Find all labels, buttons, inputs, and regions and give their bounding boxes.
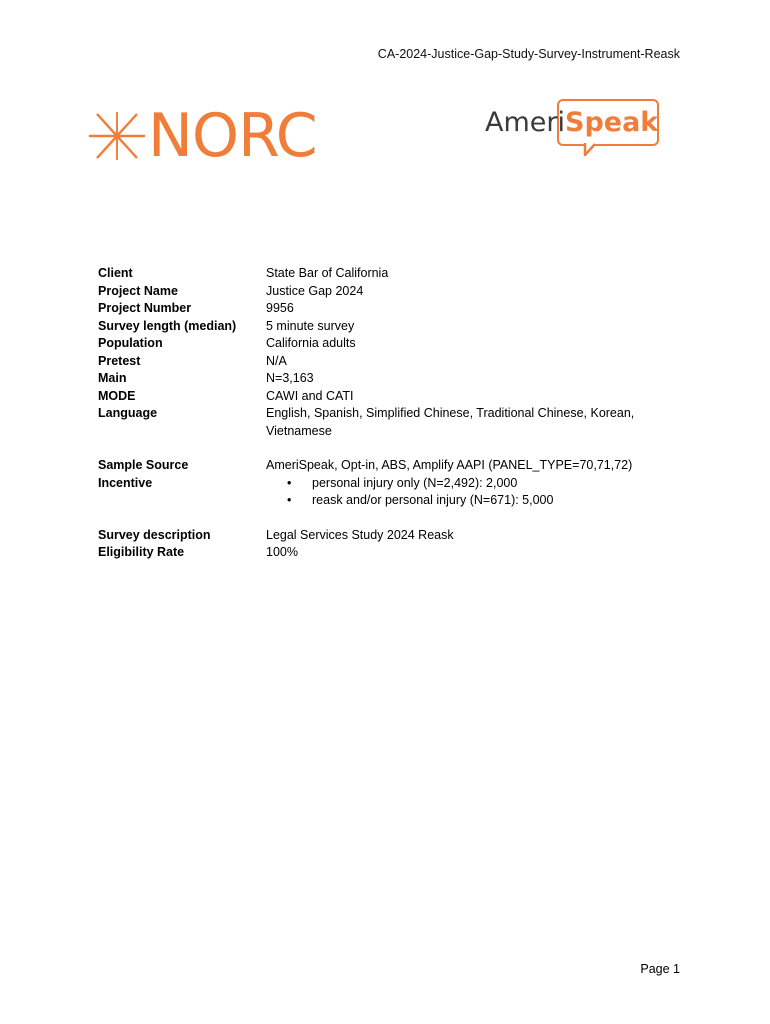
- client-value: State Bar of California: [266, 266, 389, 280]
- amerispeak-logo: [485, 99, 663, 159]
- row-population: [98, 335, 646, 353]
- norc-logo: [88, 101, 317, 171]
- pretest-value: N/A: [266, 353, 287, 368]
- row-eligibility-rate: [98, 544, 646, 562]
- speech-bubble-tail-icon: [583, 143, 599, 157]
- project-name-value: Justice Gap 2024: [266, 283, 364, 298]
- incentive-value: [266, 475, 646, 510]
- row-language: [98, 405, 646, 440]
- amerispeak-wordmark-part1: Ameri: [485, 107, 565, 138]
- row-project-name: [98, 283, 646, 301]
- population-value: California adults: [266, 336, 356, 350]
- incentive-list: [266, 475, 646, 510]
- population-label: Population: [98, 336, 163, 350]
- eligibility-rate-label: Eligibility Rate: [98, 545, 185, 559]
- survey-description-label: Survey description: [98, 527, 211, 542]
- row-main: [98, 370, 646, 388]
- row-survey-description: [98, 527, 646, 545]
- amerispeak-wordmark-part2: Speak: [565, 107, 659, 138]
- row-client: [98, 265, 646, 283]
- main-value: N=3,163: [266, 371, 314, 385]
- project-name-label: Project Name: [98, 283, 178, 298]
- amerispeak-wordmark: [485, 107, 658, 139]
- norc-wordmark: NORC: [148, 101, 317, 171]
- star-burst-icon: [88, 107, 146, 165]
- row-survey-length: [98, 318, 646, 336]
- mode-value: CAWI and CATI: [266, 388, 354, 403]
- row-mode: [98, 388, 646, 406]
- project-number-label: Project Number: [98, 301, 192, 315]
- language-label: Language: [98, 406, 158, 420]
- survey-length-value: 5 minute survey: [266, 318, 355, 333]
- survey-description-value: Legal Services Study 2024 Reask: [266, 527, 454, 542]
- eligibility-rate-value: 100%: [266, 545, 298, 559]
- mode-label: MODE: [98, 388, 136, 403]
- survey-length-label: Survey length (median): [98, 318, 237, 333]
- language-value: English, Spanish, Simplified Chinese, Traditional Chinese, Korean, Vietnamese: [266, 406, 635, 438]
- row-incentive: [98, 475, 646, 510]
- client-label: Client: [98, 266, 133, 280]
- sample-source-value: AmeriSpeak, Opt-in, ABS, Amplify AAPI (PANEL_TYPE=70,71,72): [266, 458, 633, 472]
- main-label: Main: [98, 371, 127, 385]
- incentive-label: Incentive: [98, 475, 153, 490]
- project-number-value: 9956: [266, 301, 294, 315]
- document-title-header: CA-2024-Justice-Gap-Study-Survey-Instrument-Reask: [377, 47, 680, 61]
- page-number: Page 1: [640, 962, 680, 976]
- row-project-number: [98, 300, 646, 318]
- section-spacer: [98, 510, 646, 527]
- incentive-item: • reask and/or personal injury (N=671): 5,000: [266, 492, 646, 510]
- row-sample-source: [98, 457, 646, 475]
- incentive-item: • personal injury only (N=2,492): 2,000: [266, 475, 646, 493]
- project-info-table: [98, 265, 646, 562]
- pretest-label: Pretest: [98, 353, 141, 368]
- section-spacer: [98, 440, 646, 457]
- sample-source-label: Sample Source: [98, 458, 189, 472]
- row-pretest: [98, 353, 646, 371]
